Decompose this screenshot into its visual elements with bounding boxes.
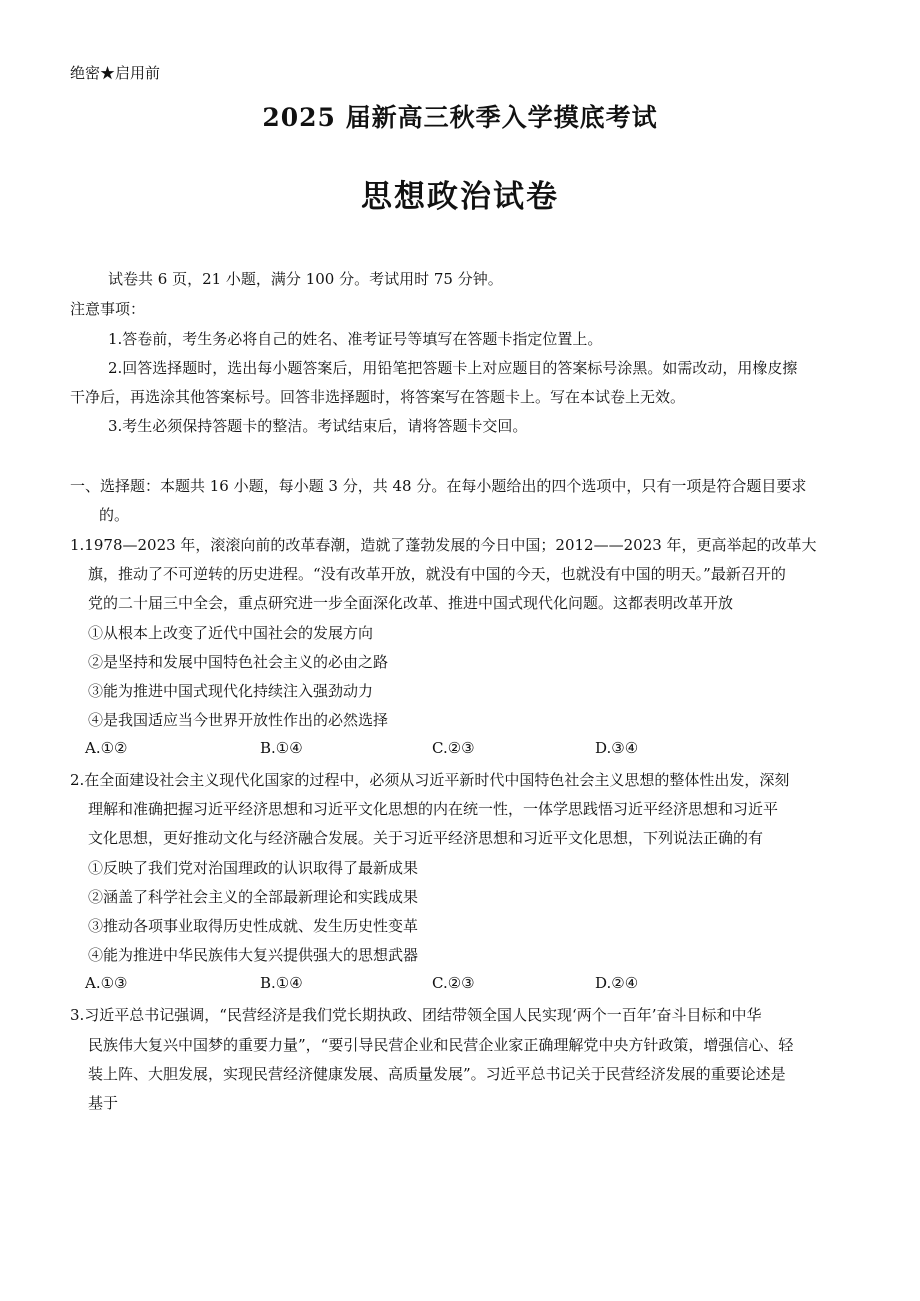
choice-c: C.②③ — [432, 739, 475, 757]
choice-b: B.①④ — [260, 974, 303, 992]
note-1: 1.答卷前，考生务必将自己的姓名、准考证号等填写在答题卡指定位置上。 — [108, 330, 603, 348]
choice-a: A.①③ — [85, 974, 128, 992]
question-stem-line: 基于 — [88, 1094, 119, 1112]
section-heading-cont: 的。 — [99, 506, 130, 524]
statement-option: ③推动各项事业取得历史性成就、发生历史性变革 — [88, 917, 419, 935]
subject-title: 思想政治试卷 — [361, 179, 559, 215]
statement-option: ②是坚持和发展中国特色社会主义的必由之路 — [88, 653, 389, 671]
note-2-line2: 干净后，再选涂其他答案标号。回答非选择题时，将答案写在答题卡上。写在本试卷上无效。 — [70, 388, 686, 406]
choice-b: B.①④ — [260, 739, 303, 757]
statement-option: ①从根本上改变了近代中国社会的发展方向 — [88, 624, 374, 642]
statement-option: ②涵盖了科学社会主义的全部最新理论和实践成果 — [88, 888, 419, 906]
exam-summary: 试卷共 6 页，21 小题，满分 100 分。考试用时 75 分钟。 — [108, 270, 503, 288]
choice-c: C.②③ — [432, 974, 475, 992]
choice-d: D.③④ — [595, 739, 639, 757]
secret-mark: 绝密★启用前 — [70, 64, 161, 82]
question-stem-line: 1.1978—2023 年，滚滚向前的改革春潮，造就了蓬勃发展的今日中国；2012——2023 年，更高举起的改革大 — [70, 536, 817, 554]
question-stem-line: 民族伟大复兴中国梦的重要力量”，“要引导民营企业和民营企业家正确理解党中央方针政策，增强信心、轻 — [88, 1036, 794, 1054]
question-stem-line: 文化思想，更好推动文化与经济融合发展。关于习近平经济思想和习近平文化思想，下列说法正确的有 — [88, 829, 764, 847]
note-3: 3.考生必须保持答题卡的整洁。考试结束后，请将答题卡交回。 — [108, 417, 528, 435]
statement-option: ③能为推进中国式现代化持续注入强劲动力 — [88, 682, 374, 700]
question-stem-line: 党的二十届三中全会，重点研究进一步全面深化改革、推进中国式现代化问题。这都表明改革开放 — [88, 594, 734, 612]
question-stem-line: 理解和准确把握习近平经济思想和习近平文化思想的内在统一性，一体学思践悟习近平经济思想和习近平 — [88, 800, 779, 818]
question-stem-line: 旗，推动了不可逆转的历史进程。“没有改革开放，就没有中国的今天，也就没有中国的明天。”最新召开的 — [88, 565, 786, 583]
choice-d: D.②④ — [595, 974, 639, 992]
statement-option: ④是我国适应当今世界开放性作出的必然选择 — [88, 711, 389, 729]
statement-option: ④能为推进中华民族伟大复兴提供强大的思想武器 — [88, 946, 419, 964]
question-stem-line: 2.在全面建设社会主义现代化国家的过程中，必须从习近平新时代中国特色社会主义思想的整体性出发，深刻 — [70, 771, 790, 789]
section-heading: 一、选择题：本题共 16 小题，每小题 3 分，共 48 分。在每小题给出的四个选项中，只有一项是符合题目要求 — [70, 477, 807, 495]
note-2-line1: 2.回答选择题时，选出每小题答案后，用铅笔把答题卡上对应题目的答案标号涂黑。如需改动，用橡皮擦 — [108, 359, 798, 377]
statement-option: ①反映了我们党对治国理政的认识取得了最新成果 — [88, 859, 419, 877]
question-stem-line: 装上阵、大胆发展，实现民营经济健康发展、高质量发展”。习近平总书记关于民营经济发展的重要论述是 — [88, 1065, 786, 1083]
exam-title: 2025 届新高三秋季入学摸底考试 — [262, 103, 658, 132]
question-stem-line: 3.习近平总书记强调，“民营经济是我们党长期执政、团结带领全国人民实现‘两个一百年’奋斗目标和中华 — [70, 1006, 762, 1024]
notes-heading: 注意事项： — [70, 300, 146, 318]
choice-a: A.①② — [85, 739, 128, 757]
